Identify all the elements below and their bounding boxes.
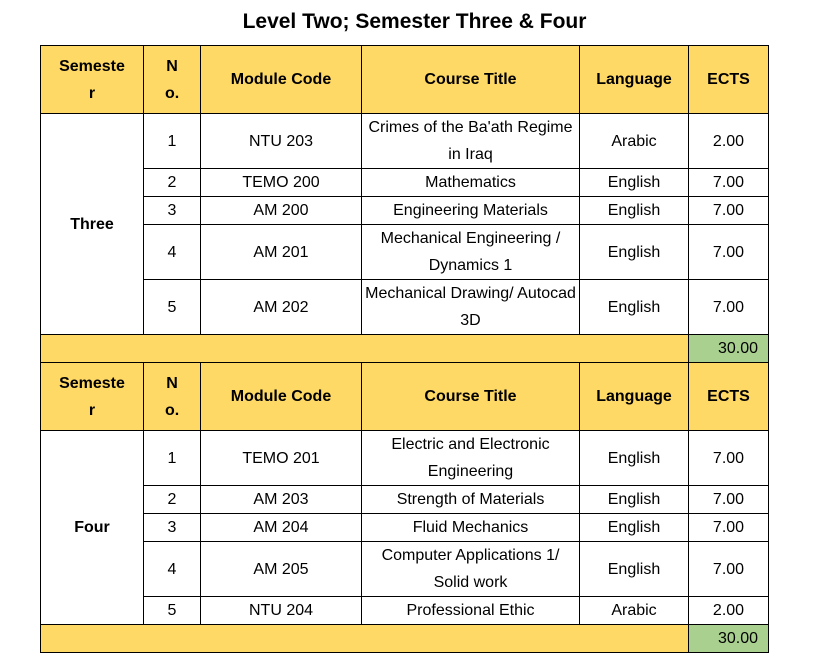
course-title-text: Electric and Electronic Engineering — [391, 436, 550, 480]
course-title — [362, 486, 580, 514]
ects-text: 7.00 — [712, 519, 745, 536]
row-no — [144, 431, 201, 486]
ects-text: 7.00 — [712, 202, 745, 219]
row-no-text: 3 — [167, 202, 177, 219]
ects-total — [689, 625, 769, 653]
ects — [689, 486, 769, 514]
row-no — [144, 514, 201, 542]
module-code-text: AM 201 — [253, 243, 309, 261]
language — [580, 431, 689, 486]
ects-total-text: 30.00 — [717, 340, 758, 357]
semester-name — [41, 114, 144, 335]
ects — [689, 225, 769, 280]
module-code — [201, 431, 362, 486]
module-code-text: TEMO 200 — [242, 174, 320, 191]
ects — [689, 514, 769, 542]
course-title — [362, 542, 580, 597]
semester-name — [41, 431, 144, 625]
course-title-text: Mechanical Engineering / Dynamics 1 — [380, 230, 561, 274]
ects — [689, 169, 769, 197]
total-fill — [41, 625, 689, 653]
language-text: English — [607, 243, 661, 261]
module-code — [201, 514, 362, 542]
course-title — [362, 280, 580, 335]
module-code — [201, 542, 362, 597]
semester-name-text: Three — [70, 215, 114, 233]
language — [580, 225, 689, 280]
table-row — [41, 197, 769, 225]
module-code-text: TEMO 201 — [242, 449, 320, 467]
course-title-text: Professional Ethic — [406, 602, 535, 619]
course-title — [362, 169, 580, 197]
header-course-title-text: Course Title — [424, 71, 517, 88]
header-module-code-text: Module Code — [230, 71, 332, 88]
row-no — [144, 169, 201, 197]
header-ects — [689, 363, 769, 431]
language — [580, 486, 689, 514]
module-code — [201, 169, 362, 197]
table-row — [41, 169, 769, 197]
ects-text: 7.00 — [712, 560, 745, 578]
language — [580, 114, 689, 169]
row-no — [144, 225, 201, 280]
semester-name-text: Four — [74, 519, 110, 536]
total-fill — [41, 335, 689, 363]
ects-total-text: 30.00 — [717, 630, 758, 647]
header-language — [580, 46, 689, 114]
language-text: English — [607, 298, 661, 316]
course-title — [362, 514, 580, 542]
module-code-text: AM 200 — [253, 202, 309, 219]
course-title — [362, 114, 580, 169]
row-no — [144, 114, 201, 169]
row-no-text: 4 — [167, 560, 177, 578]
module-code — [201, 197, 362, 225]
row-no-text: 1 — [167, 449, 177, 467]
header-module-code — [201, 363, 362, 431]
row-no-text: 3 — [167, 519, 177, 536]
table-row — [41, 225, 769, 280]
module-code-text: AM 205 — [253, 560, 309, 578]
module-code-text: AM 204 — [253, 519, 309, 536]
header-module-code-text: Module Code — [230, 388, 332, 405]
course-title-text: Strength of Materials — [396, 491, 545, 508]
modules-table — [40, 45, 769, 653]
table-row — [41, 542, 769, 597]
module-code-text: AM 202 — [253, 298, 309, 316]
ects-text: 7.00 — [712, 491, 745, 508]
ects — [689, 597, 769, 625]
module-code-text: AM 203 — [253, 491, 309, 508]
header-course-title — [362, 363, 580, 431]
course-title-text: Crimes of the Ba'ath Regime in Iraq — [368, 119, 573, 163]
table-row — [41, 114, 769, 169]
header-course-title — [362, 46, 580, 114]
header-course-title-text: Course Title — [424, 388, 517, 405]
total-row — [41, 335, 769, 363]
ects — [689, 114, 769, 169]
language — [580, 280, 689, 335]
header-no — [144, 46, 201, 114]
header-no-text: No. — [165, 57, 180, 102]
header-ects-text: ECTS — [707, 71, 750, 88]
course-title — [362, 431, 580, 486]
table-row — [41, 280, 769, 335]
ects-text: 7.00 — [712, 174, 745, 191]
row-no — [144, 597, 201, 625]
row-no — [144, 486, 201, 514]
language — [580, 169, 689, 197]
language-text: English — [607, 174, 661, 191]
module-code — [201, 225, 362, 280]
header-language — [580, 363, 689, 431]
course-title — [362, 225, 580, 280]
row-no-text: 2 — [167, 174, 177, 191]
total-row — [41, 625, 769, 653]
language — [580, 197, 689, 225]
ects — [689, 431, 769, 486]
table-row — [41, 597, 769, 625]
header-semester — [41, 363, 144, 431]
language-text: English — [607, 519, 661, 536]
language — [580, 597, 689, 625]
header-semester — [41, 46, 144, 114]
header-ects — [689, 46, 769, 114]
module-code-text: NTU 204 — [248, 602, 314, 619]
language — [580, 542, 689, 597]
module-code-text: NTU 203 — [248, 132, 314, 150]
header-no — [144, 363, 201, 431]
language-text: English — [607, 560, 661, 578]
ects-text: 7.00 — [712, 243, 745, 261]
title-text: Level Two; Semester Three & Four — [242, 10, 587, 33]
table-row — [41, 486, 769, 514]
course-title — [362, 597, 580, 625]
row-no-text: 5 — [167, 298, 177, 316]
row-no — [144, 280, 201, 335]
ects — [689, 197, 769, 225]
ects-text: 2.00 — [712, 602, 745, 619]
language-text: English — [607, 449, 661, 467]
course-title-text: Fluid Mechanics — [412, 519, 529, 536]
language-text: Arabic — [611, 602, 657, 619]
page-title — [0, 10, 829, 34]
row-no — [144, 542, 201, 597]
module-code — [201, 486, 362, 514]
language-text: Arabic — [611, 132, 657, 150]
module-code — [201, 280, 362, 335]
header-module-code — [201, 46, 362, 114]
course-title-text: Mathematics — [425, 174, 516, 191]
course-title-text: Computer Applications 1/ Solid work — [381, 547, 560, 591]
ects-total — [689, 335, 769, 363]
module-code — [201, 597, 362, 625]
language-text: English — [607, 202, 661, 219]
course-title-text: Engineering Materials — [393, 202, 548, 219]
row-no — [144, 197, 201, 225]
row-no-text: 2 — [167, 491, 177, 508]
header-language-text: Language — [596, 388, 672, 405]
header-semester-text: Semester — [59, 57, 125, 102]
ects — [689, 542, 769, 597]
header-row — [41, 363, 769, 431]
language-text: English — [607, 491, 661, 508]
module-code — [201, 114, 362, 169]
ects-text: 2.00 — [712, 132, 745, 150]
ects-text: 7.00 — [712, 298, 745, 316]
table-row — [41, 431, 769, 486]
row-no-text: 4 — [167, 243, 177, 261]
row-no-text: 1 — [167, 132, 177, 150]
header-row — [41, 46, 769, 114]
header-no-text: No. — [165, 374, 180, 419]
row-no-text: 5 — [167, 602, 177, 619]
language — [580, 514, 689, 542]
table-row — [41, 514, 769, 542]
ects-text: 7.00 — [712, 449, 745, 467]
header-ects-text: ECTS — [707, 388, 750, 405]
ects — [689, 280, 769, 335]
header-language-text: Language — [596, 71, 672, 88]
header-semester-text: Semester — [59, 374, 125, 419]
course-title — [362, 197, 580, 225]
course-title-text: Mechanical Drawing/ Autocad 3D — [365, 285, 576, 329]
